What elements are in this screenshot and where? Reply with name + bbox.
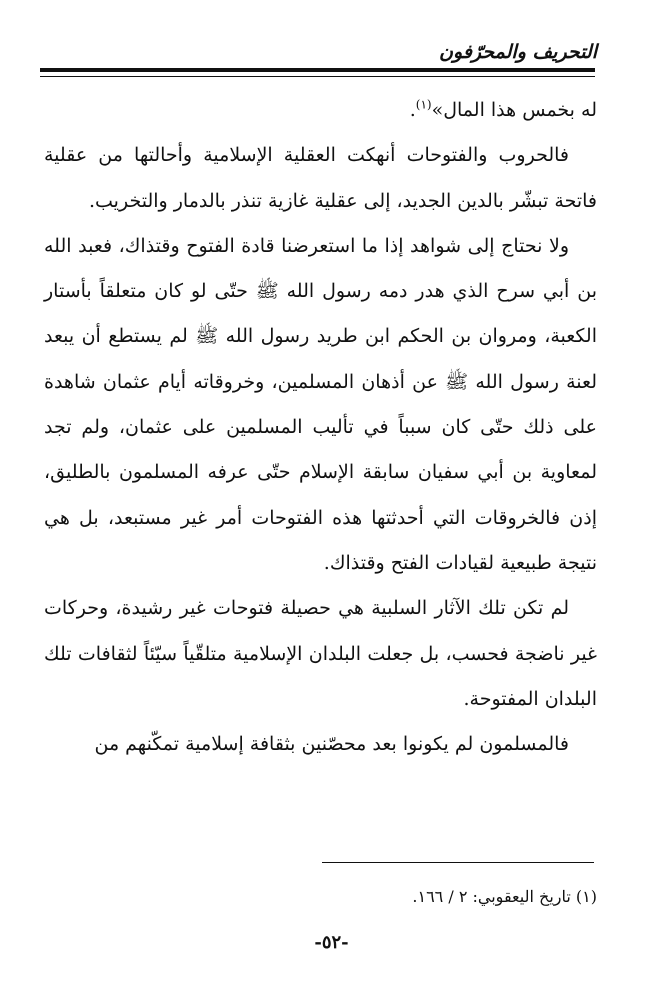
page-number: -٥٢- — [314, 932, 349, 953]
paragraph-1-end: . — [409, 99, 416, 121]
footnote-reference: (١) — [415, 97, 432, 112]
paragraph-3: ولا نحتاج إلى شواهد إذا ما استعرضنا قادة الفتوح وقتذاك، فعبد الله بن أبي سرح الذي هدر دمه رسول الله ﷺ حتّى لو كان متعلقاً بأستار الكعبة، ومروان بن الحكم ابن طريد رسول الله ﷺ لم يستطع أن يبعد لعنة رسول الله ﷺ عن أذهان المسلمين، وخروقاته أيام عثمان شاهدة على ذلك حتّى كان سبباً في تأليب المسلمين على عثمان، ولم تجد لمعاوية بن أبي سفيان سابقة الإسلام حتّى عرفه المسلمون بالطليق، إذن فالخروقات التي أحدثتها هذه الفتوحات أمر غير مستبعد، بل هي نتيجة طبيعية لقيادات الفتح وقتذاك. — [44, 234, 597, 574]
paragraph-1-text: له بخمس هذا المال» — [431, 99, 597, 121]
footnote: (١) تاريخ اليعقوبي: ٢ / ١٦٦. — [412, 887, 597, 906]
paragraph-1 — [44, 88, 597, 133]
header-rule-thick — [40, 68, 595, 72]
footnote-separator — [322, 862, 594, 863]
paragraph-5: فالمسلمون لم يكونوا بعد محصّنين بثقافة إسلامية تمكّنهم من — [94, 733, 569, 756]
paragraph-2: فالحروب والفتوحات أنهكت العقلية الإسلامية وأحالتها من عقلية فاتحة تبشّر بالدين الجديد، إلى عقلية غازية تنذر بالدمار والتخريب. — [44, 144, 597, 212]
body-text — [44, 88, 597, 767]
paragraph-4: لم تكن تلك الآثار السلبية هي حصيلة فتوحات غير رشيدة، وحركات غير ناضجة فحسب، بل جعلت البلدان الإسلامية متلقّياً سيّئاً لثقافات تلك البلدان المفتوحة. — [44, 597, 597, 710]
header-rule-thin — [40, 76, 595, 77]
running-header-title: التحريف والمحرّفون — [439, 41, 597, 63]
